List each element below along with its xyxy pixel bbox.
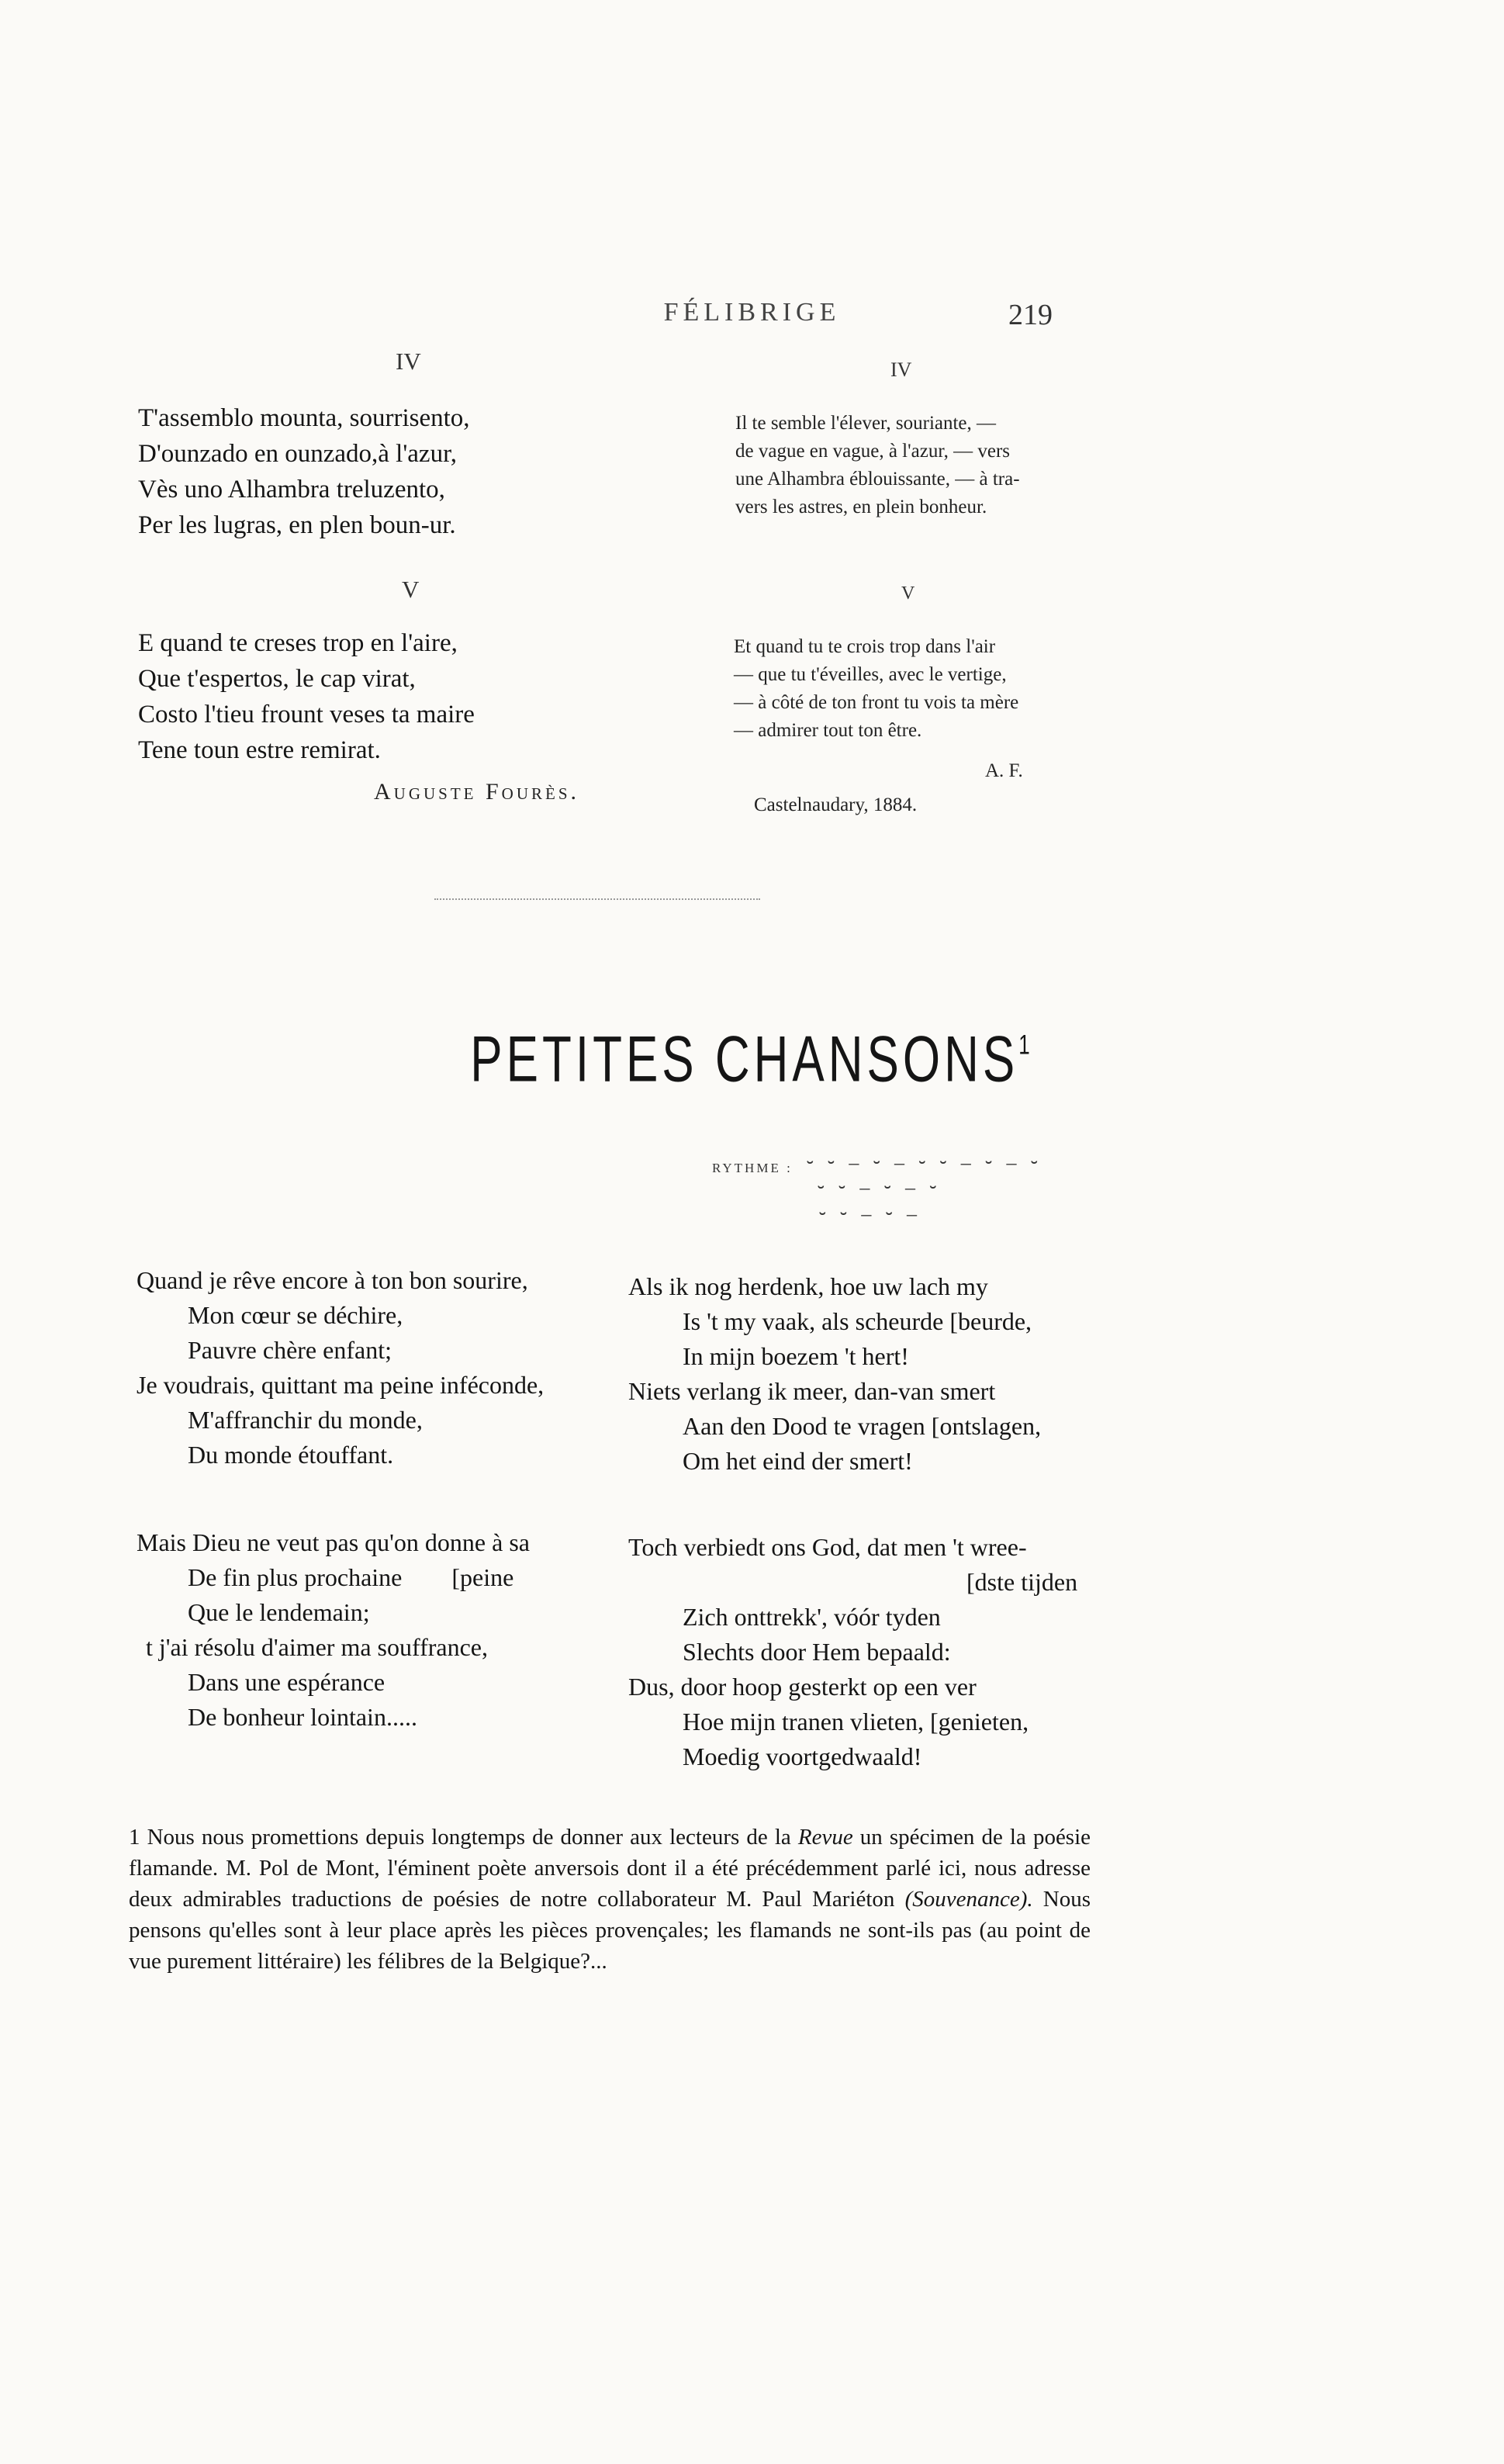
poem-line: Slechts door Hem bepaald: bbox=[683, 1638, 951, 1666]
poem-line: Zich onttrekk', vóór tyden bbox=[683, 1603, 941, 1631]
poem-nl-stanza-1 bbox=[628, 1269, 1041, 1479]
french-iv-translation bbox=[735, 410, 1020, 521]
translation-line: vers les astres, en plein bonheur. bbox=[735, 497, 987, 517]
french-v-number: V bbox=[901, 583, 915, 604]
section-title bbox=[0, 1023, 1504, 1097]
occitan-v-number: V bbox=[402, 576, 420, 603]
translation-line: de vague en vague, à l'azur, — vers bbox=[735, 441, 1011, 462]
french-iv-number: IV bbox=[890, 358, 912, 381]
translator-initials: A. F. bbox=[985, 760, 1023, 781]
occitan-v-stanza bbox=[138, 625, 475, 768]
verse-line: Vès uno Alhambra treluzento, bbox=[138, 476, 445, 504]
verse-line: Que t'espertos, le cap virat, bbox=[138, 665, 416, 693]
poem-fr-stanza-1 bbox=[137, 1263, 544, 1473]
occitan-iv-number: IV bbox=[396, 348, 421, 375]
poem-line: Is 't my vaak, als scheurde [beurde, bbox=[683, 1307, 1032, 1335]
poem-line: Toch verbiedt ons God, dat men 't wree- bbox=[628, 1533, 1027, 1561]
poem-line: t j'ai résolu d'aimer ma souffrance, bbox=[146, 1633, 488, 1661]
occitan-iv-stanza bbox=[138, 400, 470, 543]
verse-line: T'assemblo mounta, sourrisento, bbox=[138, 404, 470, 432]
poem-line: Quand je rêve encore à ton bon sourire, bbox=[137, 1266, 528, 1294]
footnote-mark: 1 bbox=[129, 1825, 140, 1850]
rhythm-line-1: ⏑ ⏑ – ⏑ – ⏑ ⏑ – ⏑ – ⏑ bbox=[807, 1151, 1042, 1174]
place-date: Castelnaudary, 1884. bbox=[754, 794, 918, 815]
rhythm-line-2: ⏑ ⏑ – ⏑ – ⏑ bbox=[818, 1176, 942, 1199]
translation-line: — à côté de ton front tu vois ta mère bbox=[734, 692, 1019, 713]
poem-line: De fin plus prochaine [peine bbox=[188, 1563, 514, 1591]
verse-line: Costo l'tieu frount veses ta maire bbox=[138, 701, 475, 728]
poem-line: Hoe mijn tranen vlieten, [genieten, bbox=[683, 1708, 1029, 1736]
running-header: FÉLIBRIGE bbox=[663, 298, 841, 327]
translation-line: — admirer tout ton être. bbox=[734, 720, 922, 741]
title-footnote-mark: 1 bbox=[1018, 1029, 1034, 1061]
page-number: 219 bbox=[1008, 299, 1053, 331]
footnote-revue: Revue bbox=[797, 1825, 853, 1850]
poem-line: Als ik nog herdenk, hoe uw lach my bbox=[628, 1272, 988, 1300]
poem-line: Om het eind der smert! bbox=[683, 1447, 913, 1475]
verse-line: E quand te creses trop en l'aire, bbox=[138, 629, 458, 657]
poem-line: Mais Dieu ne veut pas qu'on donne à sa bbox=[137, 1528, 530, 1556]
french-v-translation bbox=[734, 633, 1018, 745]
poem-fr-stanza-2 bbox=[137, 1525, 530, 1735]
author-signature: Auguste Fourès. bbox=[374, 779, 580, 805]
translation-line: une Alhambra éblouissante, — à tra- bbox=[735, 469, 1020, 490]
verse-line: Tene toun estre remirat. bbox=[138, 736, 381, 764]
poem-line: Que le lendemain; bbox=[188, 1598, 370, 1626]
poem-line: Moedig voortgedwaald! bbox=[683, 1742, 922, 1770]
poem-line: Pauvre chère enfant; bbox=[188, 1336, 392, 1364]
poem-line: Du monde étouffant. bbox=[188, 1441, 394, 1469]
verse-line: Per les lugras, en plen boun-ur. bbox=[138, 511, 456, 539]
rhythm-line-3: ⏑ ⏑ – ⏑ – bbox=[819, 1203, 921, 1225]
footnote-text-2: un spécimen de la poésie flamande. M. Pol de Mont, l'éminent poète anversois dont il a été précédemment parlé ici, nous adresse deux admirables traductions de poésies de notre collaborateur M. Paul Mariéton bbox=[129, 1825, 1091, 1912]
translation-line: — que tu t'éveilles, avec le vertige, bbox=[734, 664, 1007, 685]
poem-line: In mijn boezem 't hert! bbox=[683, 1342, 909, 1370]
footnote-text-1: Nous nous promettions depuis longtemps de donner aux lecteurs de la bbox=[147, 1825, 791, 1850]
translation-line: Et quand tu te crois trop dans l'air bbox=[734, 636, 996, 657]
poem-line: Niets verlang ik meer, dan-van smert bbox=[628, 1377, 996, 1405]
poem-line: Mon cœur se déchire, bbox=[188, 1301, 403, 1329]
footnote-souvenance: (Souvenance). bbox=[904, 1887, 1033, 1912]
poem-line: Je voudrais, quittant ma peine inféconde, bbox=[137, 1371, 545, 1399]
poem-line: Dans une espérance bbox=[188, 1668, 386, 1696]
poem-line: Aan den Dood te vragen [ontslagen, bbox=[683, 1412, 1042, 1440]
footnote bbox=[129, 1822, 1091, 1977]
verse-line: D'ounzado en ounzado,à l'azur, bbox=[138, 440, 457, 468]
poem-line: Dus, door hoop gesterkt op een ver bbox=[628, 1673, 977, 1701]
section-title-text: PETITES CHANSONS bbox=[470, 1023, 1019, 1096]
section-divider bbox=[434, 898, 760, 900]
translation-line: Il te semble l'élever, souriante, — bbox=[735, 413, 997, 434]
footnote-text-3: Nous pensons qu'elles sont à leur place après les pièces provençales; les flamands ne sont-ils pas (au point de vue purement littéraire) les félibres de la Belgique?... bbox=[129, 1887, 1091, 1974]
poem-line: [dste tijden bbox=[966, 1568, 1078, 1596]
poem-line: De bonheur lointain..... bbox=[188, 1703, 417, 1731]
poem-nl-stanza-2 bbox=[628, 1530, 1077, 1774]
poem-line: M'affranchir du monde, bbox=[188, 1406, 423, 1434]
rhythm-label: RYTHME : bbox=[712, 1161, 793, 1175]
